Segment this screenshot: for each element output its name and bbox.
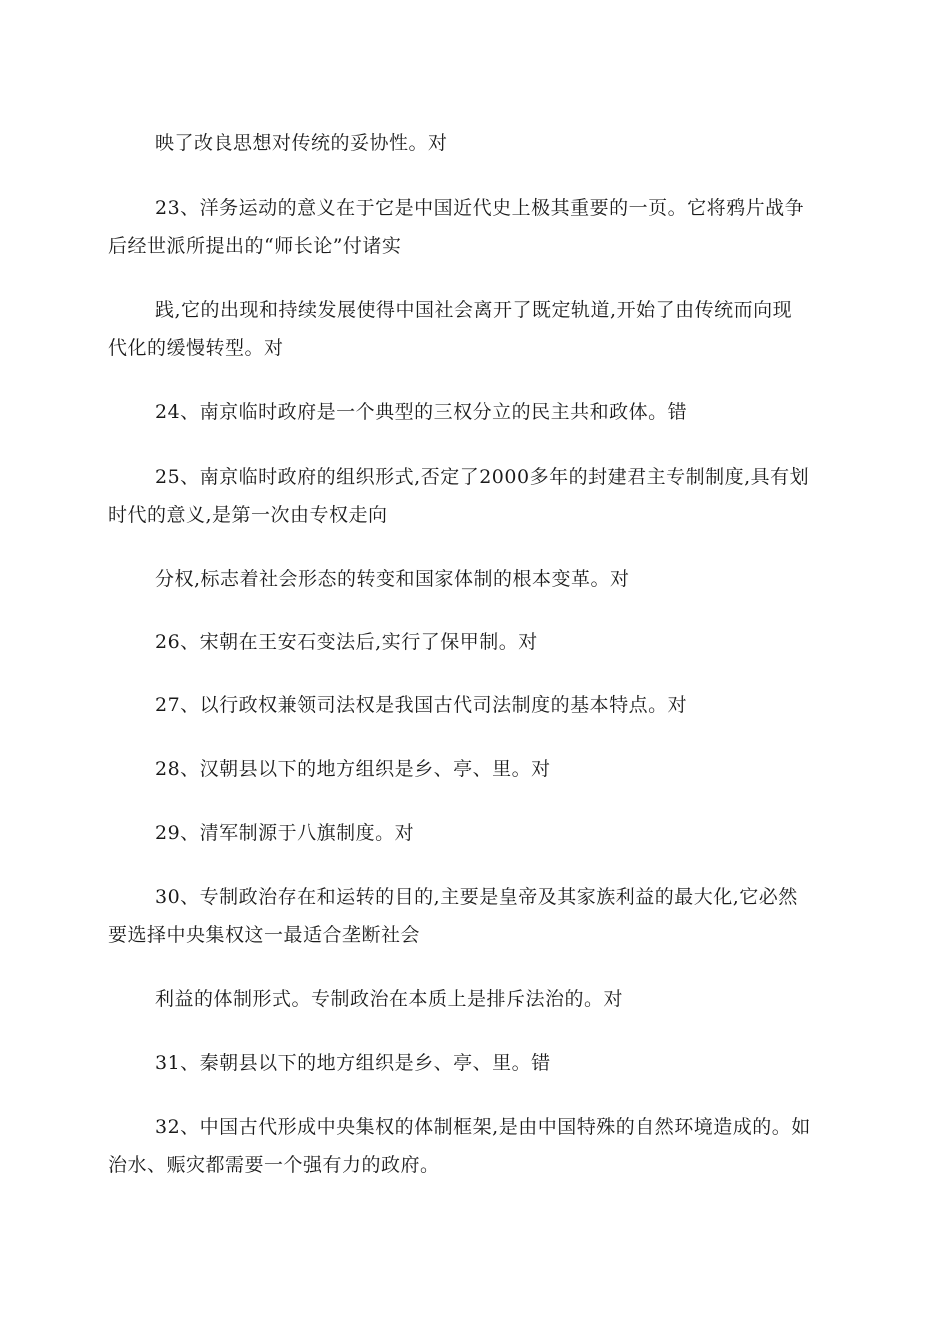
text-line: 分权,标志着社会形态的转变和国家体制的根本变革。对 [155, 568, 630, 590]
text-line: 30、专制政治存在和运转的目的,主要是皇帝及其家族利益的最大化,它必然 [155, 886, 798, 908]
text-line: 映了改良思想对传统的妥协性。对 [155, 132, 448, 154]
text-line: 践,它的出现和持续发展使得中国社会离开了既定轨道,开始了由传统而向现 [155, 299, 793, 321]
text-line: 23、洋务运动的意义在于它是中国近代史上极其重要的一页。它将鸦片战争 [155, 197, 805, 219]
text-line: 代化的缓慢转型。对 [108, 337, 284, 359]
text-line: 28、汉朝县以下的地方组织是乡、亭、里。对 [155, 758, 551, 780]
text-line: 24、南京临时政府是一个典型的三权分立的民主共和政体。错 [155, 401, 688, 423]
text-line: 29、清军制源于八旗制度。对 [155, 822, 415, 844]
text-line: 26、宋朝在王安石变法后,实行了保甲制。对 [155, 631, 538, 653]
text-line: 利益的体制形式。专制政治在本质上是排斥法治的。对 [155, 988, 624, 1010]
text-line: 时代的意义,是第一次由专权走向 [108, 504, 388, 526]
text-line: 治水、赈灾都需要一个强有力的政府。 [108, 1154, 440, 1176]
text-line: 31、秦朝县以下的地方组织是乡、亭、里。错 [155, 1052, 551, 1074]
text-line: 25、南京临时政府的组织形式,否定了2000多年的封建君主专制制度,具有划 [155, 466, 810, 488]
text-line: 后经世派所提出的“师长论”付诸实 [108, 235, 402, 257]
text-line: 27、以行政权兼领司法权是我国古代司法制度的基本特点。对 [155, 694, 688, 716]
text-line: 要选择中央集权这一最适合垄断社会 [108, 924, 421, 946]
text-line: 32、中国古代形成中央集权的体制框架,是由中国特殊的自然环境造成的。如 [155, 1116, 811, 1138]
